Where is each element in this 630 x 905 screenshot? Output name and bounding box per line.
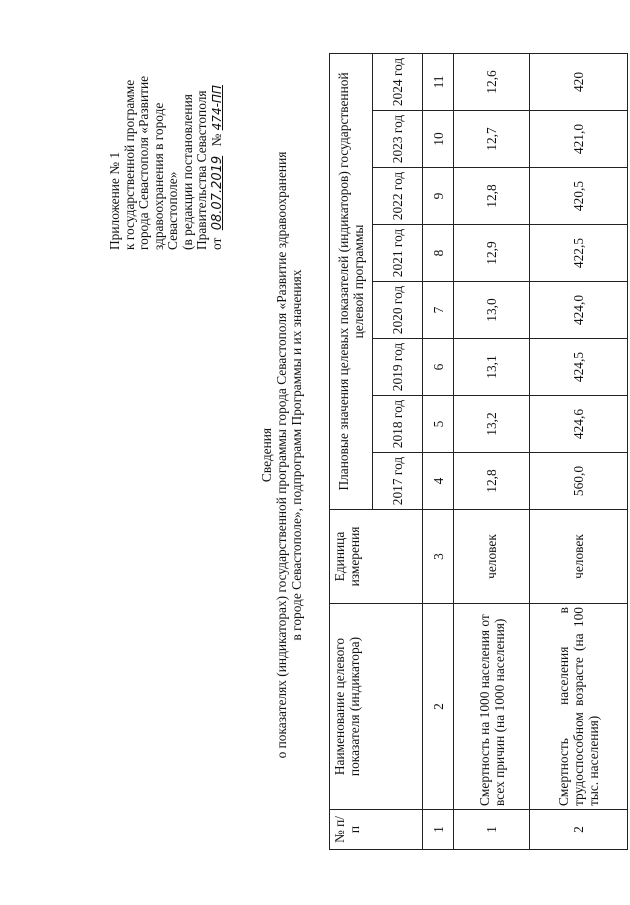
column-number: 8 (423, 225, 454, 282)
value-cell: 12,7 (454, 111, 530, 168)
document-heading (259, 55, 304, 855)
year-cell: 2019 год (373, 339, 423, 396)
appendix-line: города Севастополя «Развитие (136, 75, 151, 250)
column-number: 2 (423, 604, 454, 810)
heading-line-1: о показателях (индикаторах) государственной программы города Севастополя «Развитие здравоохранения (274, 151, 289, 759)
row-indicator-name: Смертность населения в трудоспособном возрасте (на 100 тыс. населения) (530, 604, 628, 810)
row-num: 2 (530, 810, 628, 850)
year-cell: 2017 год (373, 453, 423, 510)
value-cell: 424,0 (530, 282, 628, 339)
row-num: 1 (454, 810, 530, 850)
row-unit: человек (530, 510, 628, 604)
value-cell: 12,9 (454, 225, 530, 282)
value-cell: 13,0 (454, 282, 530, 339)
value-cell: 424,5 (530, 339, 628, 396)
appendix-line: Правительства Севастополя (194, 90, 209, 250)
date-prefix: от (208, 237, 224, 250)
year-cell: 2022 год (373, 168, 423, 225)
value-cell: 560,0 (530, 453, 628, 510)
value-cell: 422,5 (530, 225, 628, 282)
table-row (454, 53, 530, 849)
column-number: 7 (423, 282, 454, 339)
appendix-line: к государственной программе (121, 79, 137, 250)
value-cell: 12,8 (454, 453, 530, 510)
appendix-line: Приложение № 1 (107, 151, 122, 250)
table-row (530, 53, 628, 849)
number-prefix: № (208, 133, 224, 147)
row-unit: человек (454, 510, 530, 604)
heading-line-2: в городе Севастополе», подпрограмм Программы и их значениях (289, 269, 304, 641)
appendix-line: (в редакции постановления (179, 94, 195, 250)
appendix-date-line (210, 10, 226, 250)
year-cell: 2024 год (373, 53, 423, 110)
header-num: № п/п (330, 810, 423, 850)
column-number: 1 (423, 810, 454, 850)
value-cell: 420 (530, 53, 628, 110)
row-indicator-name: Смертность на 1000 населения от всех причин (на 1000 населения) (454, 604, 530, 810)
column-number: 5 (423, 396, 454, 453)
value-cell: 424,6 (530, 396, 628, 453)
column-number-row (423, 53, 454, 849)
column-number: 4 (423, 453, 454, 510)
column-number: 6 (423, 339, 454, 396)
year-cell: 2020 год (373, 282, 423, 339)
value-cell: 12,6 (454, 53, 530, 110)
appendix-line: Севастополе» (165, 171, 180, 250)
column-number: 9 (423, 168, 454, 225)
header-planned: Плановые значения целевых показателей (индикаторов) государственной целевой программы (330, 53, 373, 509)
header-unit: Единица измерения (330, 510, 423, 604)
value-cell: 13,1 (454, 339, 530, 396)
appendix-line: здравоохранения в городе (150, 102, 166, 250)
handwritten-date: 08.07.2019 (209, 155, 225, 231)
value-cell: 421,0 (530, 111, 628, 168)
indicators-table (329, 53, 628, 850)
header-row (330, 53, 373, 849)
value-cell: 420,5 (530, 168, 628, 225)
year-cell: 2021 год (373, 225, 423, 282)
column-number: 11 (423, 53, 454, 110)
appendix-block (108, 10, 225, 250)
column-number: 3 (423, 510, 454, 604)
handwritten-number: 474-ПП (209, 85, 224, 131)
column-number: 10 (423, 111, 454, 168)
header-name: Наименование целевого показателя (индикатора) (330, 604, 423, 810)
year-cell: 2023 год (373, 111, 423, 168)
value-cell: 13,2 (454, 396, 530, 453)
value-cell: 12,8 (454, 168, 530, 225)
year-cell: 2018 год (373, 396, 423, 453)
heading-title: Сведения (259, 427, 274, 483)
